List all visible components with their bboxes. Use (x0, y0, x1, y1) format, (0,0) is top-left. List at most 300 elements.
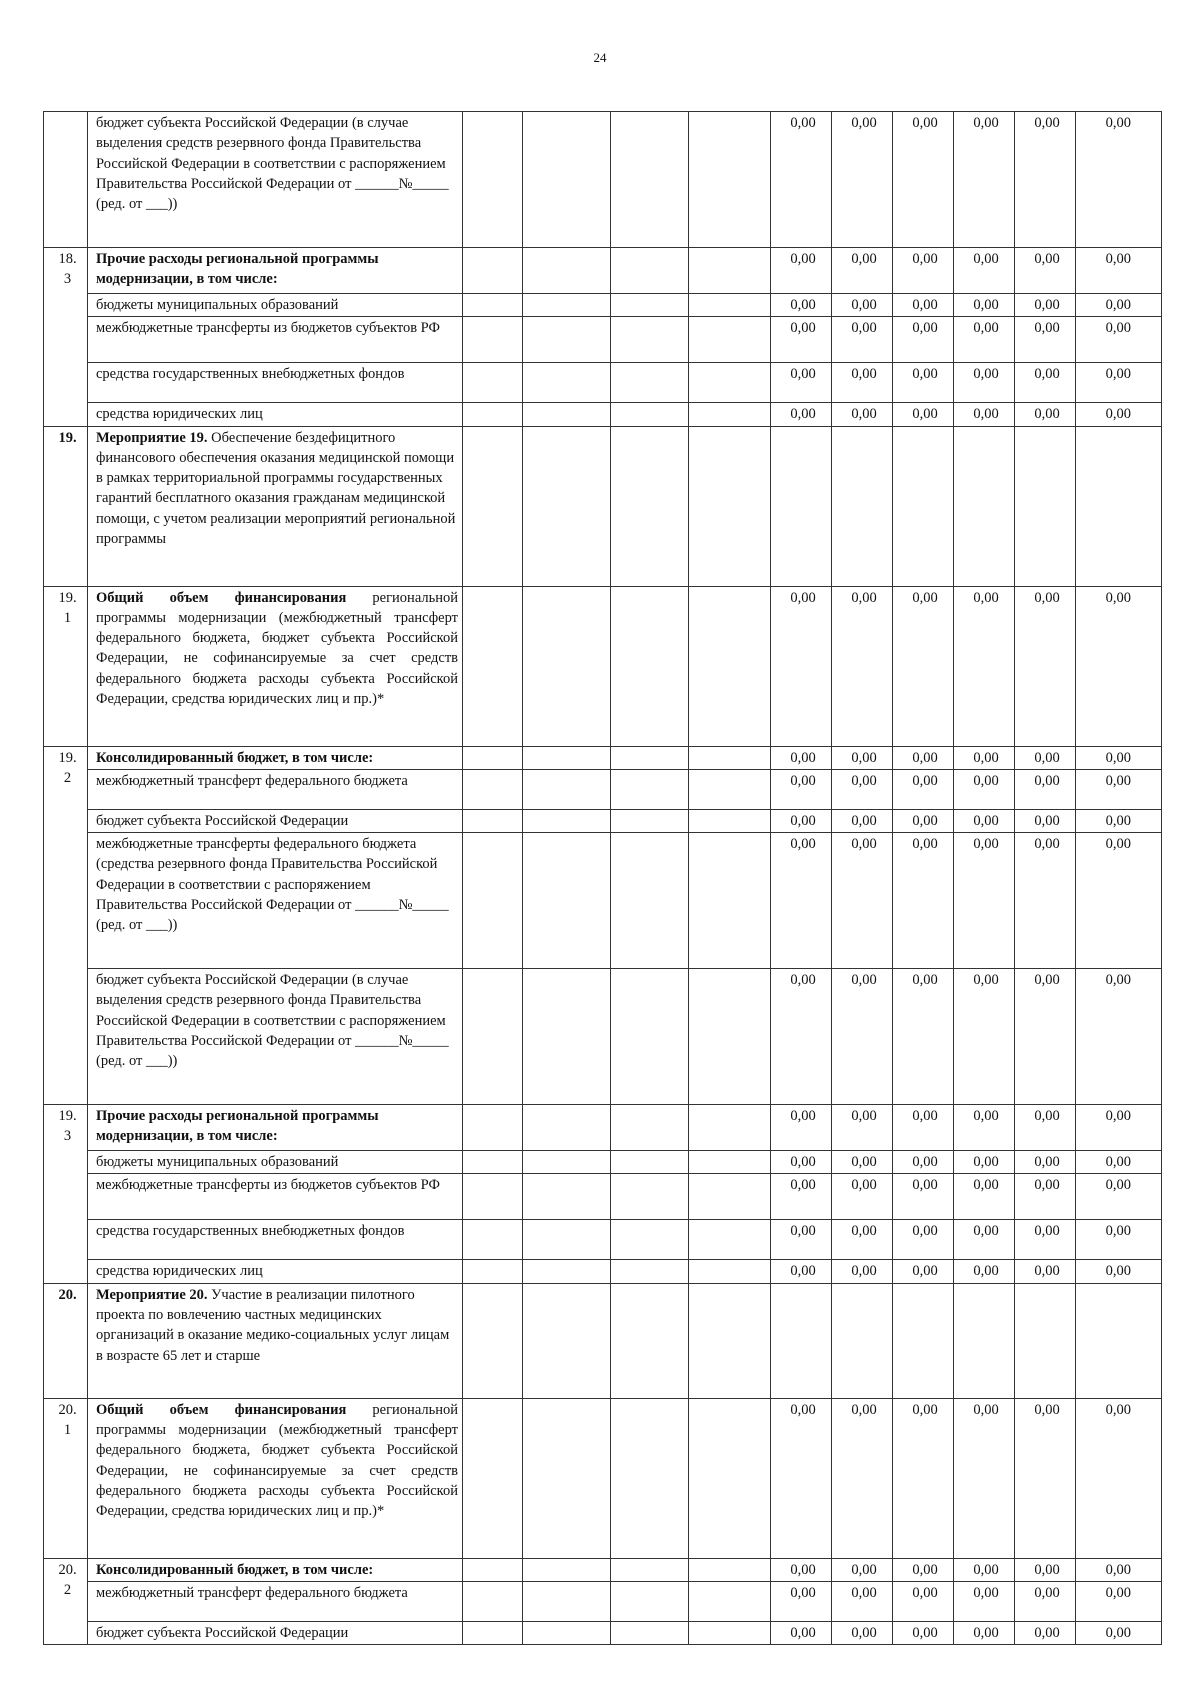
row-description (88, 1105, 463, 1151)
row-description (88, 112, 463, 248)
value-cell (954, 426, 1015, 586)
bold-text: Прочие расходы региональной программы модернизации, в том числе: (96, 1108, 379, 1145)
value-cell: 0,00 (832, 1622, 893, 1645)
empty-cell (611, 1283, 689, 1398)
empty-cell (523, 1151, 611, 1174)
value-cell: 0,00 (832, 586, 893, 746)
text: бюджет субъекта Российской Федерации (96, 812, 349, 829)
value-cell: 0,00 (1076, 248, 1162, 294)
value-cell: 0,00 (771, 586, 832, 746)
value-cell: 0,00 (1076, 1151, 1162, 1174)
bold-text: Консолидированный бюджет, в том числе: (96, 1561, 374, 1578)
value-cell: 0,00 (1015, 1398, 1076, 1558)
value-cell: 0,00 (771, 809, 832, 832)
empty-cell (523, 586, 611, 746)
row-description (88, 746, 463, 769)
value-cell: 0,00 (1076, 769, 1162, 809)
value-cell: 0,00 (832, 833, 893, 969)
value-cell: 0,00 (1015, 1622, 1076, 1645)
empty-cell (463, 363, 523, 403)
row-description (88, 403, 463, 426)
value-cell: 0,00 (832, 317, 893, 363)
value-cell (1076, 426, 1162, 586)
value-cell: 0,00 (893, 1151, 954, 1174)
empty-cell (611, 317, 689, 363)
empty-cell (523, 969, 611, 1105)
table-row (44, 403, 1162, 426)
row-description (88, 969, 463, 1105)
value-cell: 0,00 (893, 769, 954, 809)
text: межбюджетный трансферт федерального бюджета (96, 1585, 408, 1602)
value-cell: 0,00 (954, 1558, 1015, 1581)
empty-cell (611, 1558, 689, 1581)
value-cell (832, 1283, 893, 1398)
table-row (44, 112, 1162, 248)
text: средства юридических лиц (96, 406, 263, 423)
empty-cell (689, 1105, 771, 1151)
value-cell: 0,00 (954, 294, 1015, 317)
value-cell (1015, 426, 1076, 586)
row-description (88, 833, 463, 969)
value-cell: 0,00 (954, 1260, 1015, 1283)
row-description (88, 1220, 463, 1260)
value-cell: 0,00 (893, 1105, 954, 1151)
value-cell: 0,00 (1015, 294, 1076, 317)
value-cell: 0,00 (1015, 1174, 1076, 1220)
empty-cell (611, 969, 689, 1105)
empty-cell (689, 1398, 771, 1558)
value-cell: 0,00 (1076, 833, 1162, 969)
table-row (44, 1283, 1162, 1398)
empty-cell (463, 1220, 523, 1260)
empty-cell (463, 426, 523, 586)
empty-cell (463, 769, 523, 809)
text: средства государственных внебюджетных фондов (96, 1223, 405, 1240)
value-cell: 0,00 (1076, 403, 1162, 426)
value-cell: 0,00 (771, 769, 832, 809)
empty-cell (689, 833, 771, 969)
value-cell: 0,00 (771, 1260, 832, 1283)
empty-cell (523, 363, 611, 403)
row-number: 20. 1 (44, 1398, 88, 1558)
value-cell: 0,00 (771, 248, 832, 294)
table-row (44, 1582, 1162, 1622)
empty-cell (523, 746, 611, 769)
value-cell: 0,00 (893, 833, 954, 969)
table-row (44, 746, 1162, 769)
bold-text: Мероприятие 19. (96, 429, 208, 446)
table-row (44, 1398, 1162, 1558)
financing-table (43, 111, 1162, 1645)
value-cell: 0,00 (954, 833, 1015, 969)
empty-cell (689, 363, 771, 403)
table-row (44, 248, 1162, 294)
value-cell: 0,00 (832, 969, 893, 1105)
empty-cell (463, 1582, 523, 1622)
value-cell: 0,00 (954, 1398, 1015, 1558)
table-row (44, 317, 1162, 363)
value-cell: 0,00 (1076, 1622, 1162, 1645)
value-cell: 0,00 (832, 809, 893, 832)
empty-cell (463, 317, 523, 363)
value-cell: 0,00 (832, 363, 893, 403)
empty-cell (523, 1105, 611, 1151)
empty-cell (689, 403, 771, 426)
value-cell: 0,00 (771, 1174, 832, 1220)
empty-cell (689, 426, 771, 586)
empty-cell (689, 294, 771, 317)
empty-cell (523, 294, 611, 317)
empty-cell (689, 112, 771, 248)
value-cell: 0,00 (771, 1582, 832, 1622)
row-description (88, 1582, 463, 1622)
empty-cell (611, 294, 689, 317)
value-cell (954, 1283, 1015, 1398)
empty-cell (463, 1105, 523, 1151)
value-cell: 0,00 (893, 248, 954, 294)
value-cell: 0,00 (832, 1220, 893, 1260)
value-cell: 0,00 (771, 833, 832, 969)
value-cell: 0,00 (832, 112, 893, 248)
value-cell: 0,00 (893, 586, 954, 746)
text: бюджет субъекта Российской Федерации (в случае выделения средств резервного фонда Правительства Российской Федерации в соответствии с распоряжением Правительства Российской Федерации от ______№_____ (ред. от ___)) (96, 972, 449, 1070)
value-cell: 0,00 (893, 1174, 954, 1220)
value-cell: 0,00 (771, 1105, 832, 1151)
text: межбюджетные трансферты из бюджетов субъектов РФ (96, 1177, 440, 1194)
empty-cell (611, 1151, 689, 1174)
empty-cell (523, 1260, 611, 1283)
value-cell (1076, 1283, 1162, 1398)
empty-cell (689, 746, 771, 769)
empty-cell (463, 833, 523, 969)
value-cell: 0,00 (832, 1260, 893, 1283)
text: региональной программы модернизации (межбюджетный трансферт федерального бюджета, бюджет субъекта Российской Федерации, не софинансируемые за счет средств федерального бюджета расходы субъекта Российской Федерации, средства юридических лиц и пр.)* (96, 1401, 458, 1520)
row-description (88, 1283, 463, 1398)
empty-cell (523, 1174, 611, 1220)
value-cell: 0,00 (771, 294, 832, 317)
empty-cell (463, 969, 523, 1105)
value-cell: 0,00 (893, 1260, 954, 1283)
value-cell: 0,00 (1076, 1398, 1162, 1558)
empty-cell (463, 1174, 523, 1220)
row-description (88, 809, 463, 832)
row-description (88, 1174, 463, 1220)
table-row (44, 1558, 1162, 1581)
row-number: 20. 2 (44, 1558, 88, 1645)
value-cell: 0,00 (1015, 1151, 1076, 1174)
value-cell: 0,00 (1076, 1582, 1162, 1622)
empty-cell (523, 1582, 611, 1622)
empty-cell (523, 317, 611, 363)
table-row (44, 1622, 1162, 1645)
value-cell: 0,00 (954, 403, 1015, 426)
empty-cell (689, 969, 771, 1105)
value-cell: 0,00 (893, 403, 954, 426)
value-cell: 0,00 (893, 112, 954, 248)
value-cell: 0,00 (1076, 809, 1162, 832)
value-cell: 0,00 (1015, 586, 1076, 746)
table-row (44, 294, 1162, 317)
value-cell: 0,00 (771, 1398, 832, 1558)
empty-cell (523, 426, 611, 586)
empty-cell (523, 1558, 611, 1581)
text: межбюджетный трансферт федерального бюджета (96, 772, 408, 789)
empty-cell (611, 769, 689, 809)
row-description (88, 248, 463, 294)
value-cell: 0,00 (1015, 403, 1076, 426)
empty-cell (611, 746, 689, 769)
value-cell: 0,00 (1076, 1558, 1162, 1581)
value-cell: 0,00 (1015, 809, 1076, 832)
text: бюджет субъекта Российской Федерации (96, 1625, 349, 1642)
text: средства государственных внебюджетных фондов (96, 366, 405, 383)
value-cell: 0,00 (832, 294, 893, 317)
value-cell: 0,00 (954, 1151, 1015, 1174)
empty-cell (611, 1105, 689, 1151)
table-row (44, 769, 1162, 809)
empty-cell (689, 317, 771, 363)
value-cell: 0,00 (893, 1398, 954, 1558)
value-cell: 0,00 (1076, 317, 1162, 363)
value-cell: 0,00 (771, 317, 832, 363)
row-description (88, 1151, 463, 1174)
row-number: 18. 3 (44, 248, 88, 427)
row-number: 19. (44, 426, 88, 586)
empty-cell (463, 1622, 523, 1645)
value-cell (1015, 1283, 1076, 1398)
empty-cell (463, 248, 523, 294)
row-description (88, 1398, 463, 1558)
empty-cell (463, 294, 523, 317)
row-number: 19. 1 (44, 586, 88, 746)
value-cell: 0,00 (1015, 1105, 1076, 1151)
row-description (88, 769, 463, 809)
empty-cell (611, 1622, 689, 1645)
value-cell: 0,00 (1076, 1220, 1162, 1260)
empty-cell (523, 403, 611, 426)
value-cell: 0,00 (771, 112, 832, 248)
bold-text: Общий объем финансирования (96, 1401, 347, 1418)
value-cell: 0,00 (832, 746, 893, 769)
value-cell (832, 426, 893, 586)
table-row (44, 363, 1162, 403)
value-cell: 0,00 (893, 1622, 954, 1645)
empty-cell (611, 363, 689, 403)
empty-cell (523, 112, 611, 248)
value-cell: 0,00 (832, 1151, 893, 1174)
value-cell: 0,00 (954, 112, 1015, 248)
value-cell: 0,00 (954, 769, 1015, 809)
empty-cell (611, 1260, 689, 1283)
value-cell: 0,00 (954, 317, 1015, 363)
row-description (88, 1260, 463, 1283)
empty-cell (523, 809, 611, 832)
empty-cell (523, 769, 611, 809)
value-cell: 0,00 (1015, 969, 1076, 1105)
table-row (44, 969, 1162, 1105)
value-cell: 0,00 (832, 1582, 893, 1622)
value-cell (771, 1283, 832, 1398)
empty-cell (611, 403, 689, 426)
empty-cell (463, 1151, 523, 1174)
value-cell: 0,00 (1076, 586, 1162, 746)
value-cell (893, 1283, 954, 1398)
row-description (88, 1622, 463, 1645)
row-number: 19. 3 (44, 1105, 88, 1284)
empty-cell (523, 1220, 611, 1260)
value-cell: 0,00 (771, 1622, 832, 1645)
value-cell: 0,00 (954, 248, 1015, 294)
value-cell: 0,00 (1015, 769, 1076, 809)
value-cell: 0,00 (954, 1582, 1015, 1622)
value-cell: 0,00 (1076, 969, 1162, 1105)
value-cell: 0,00 (832, 1398, 893, 1558)
text: Участие в реализации пилотного проекта по вовлечению частных медицинских организаций в оказание медико-социальных услуг лицам в возрасте 65 лет и старше (96, 1286, 450, 1364)
empty-cell (463, 1558, 523, 1581)
value-cell: 0,00 (954, 363, 1015, 403)
value-cell: 0,00 (1076, 363, 1162, 403)
value-cell: 0,00 (1015, 317, 1076, 363)
table-row (44, 833, 1162, 969)
value-cell: 0,00 (832, 1558, 893, 1581)
bold-text: Консолидированный бюджет, в том числе: (96, 749, 374, 766)
value-cell: 0,00 (1015, 746, 1076, 769)
table-row (44, 1260, 1162, 1283)
empty-cell (689, 1260, 771, 1283)
empty-cell (689, 1558, 771, 1581)
value-cell: 0,00 (954, 809, 1015, 832)
empty-cell (523, 248, 611, 294)
text: межбюджетные трансферты федерального бюджета (средства резервного фонда Правительства Российской Федерации в соответствии с распоряжением Правительства Российской Федерации от ______№_____ (ред. от ___)) (96, 836, 449, 934)
row-description (88, 294, 463, 317)
text: региональной программы модернизации (межбюджетный трансферт федерального бюджета, бюджет субъекта Российской Федерации, не софинансируемые за счет средств федерального бюджета расходы субъекта Российской Федерации, средства юридических лиц и пр.)* (96, 589, 458, 708)
empty-cell (611, 248, 689, 294)
value-cell: 0,00 (954, 1105, 1015, 1151)
table-body (44, 112, 1162, 1645)
empty-cell (463, 1398, 523, 1558)
row-description (88, 317, 463, 363)
value-cell: 0,00 (954, 1622, 1015, 1645)
value-cell: 0,00 (832, 1105, 893, 1151)
empty-cell (689, 248, 771, 294)
text: межбюджетные трансферты из бюджетов субъектов РФ (96, 320, 440, 337)
empty-cell (611, 426, 689, 586)
table-row (44, 426, 1162, 586)
empty-cell (463, 403, 523, 426)
empty-cell (463, 586, 523, 746)
value-cell: 0,00 (1015, 833, 1076, 969)
value-cell: 0,00 (893, 969, 954, 1105)
value-cell: 0,00 (1076, 294, 1162, 317)
value-cell: 0,00 (954, 1174, 1015, 1220)
value-cell: 0,00 (893, 1558, 954, 1581)
table-row (44, 809, 1162, 832)
value-cell: 0,00 (771, 1220, 832, 1260)
table-row (44, 1220, 1162, 1260)
value-cell: 0,00 (1015, 1582, 1076, 1622)
empty-cell (463, 1260, 523, 1283)
value-cell: 0,00 (893, 1582, 954, 1622)
value-cell: 0,00 (1015, 248, 1076, 294)
empty-cell (523, 1283, 611, 1398)
empty-cell (611, 1582, 689, 1622)
value-cell: 0,00 (771, 403, 832, 426)
value-cell: 0,00 (832, 769, 893, 809)
value-cell: 0,00 (893, 746, 954, 769)
value-cell: 0,00 (954, 969, 1015, 1105)
value-cell: 0,00 (832, 1174, 893, 1220)
empty-cell (611, 1174, 689, 1220)
empty-cell (611, 833, 689, 969)
text: Обеспечение бездефицитного финансового обеспечения оказания медицинской помощи в рамках территориальной программы государственных гарантий бесплатного оказания гражданам медицинской помощи, с учетом реализации мероприятий региональной программы (96, 429, 456, 548)
table-row (44, 1174, 1162, 1220)
empty-cell (523, 1398, 611, 1558)
row-description (88, 1558, 463, 1581)
empty-cell (523, 833, 611, 969)
row-description (88, 363, 463, 403)
empty-cell (689, 1174, 771, 1220)
empty-cell (689, 1220, 771, 1260)
value-cell: 0,00 (771, 363, 832, 403)
empty-cell (463, 809, 523, 832)
value-cell: 0,00 (1015, 1220, 1076, 1260)
page-number: 24 (593, 50, 607, 65)
empty-cell (611, 112, 689, 248)
empty-cell (689, 1151, 771, 1174)
value-cell: 0,00 (1015, 363, 1076, 403)
row-description (88, 426, 463, 586)
empty-cell (689, 1582, 771, 1622)
value-cell: 0,00 (954, 746, 1015, 769)
table-row (44, 1105, 1162, 1151)
row-number: 19. 2 (44, 746, 88, 1105)
value-cell: 0,00 (771, 1151, 832, 1174)
value-cell: 0,00 (1076, 746, 1162, 769)
value-cell: 0,00 (771, 746, 832, 769)
text: средства юридических лиц (96, 1263, 263, 1280)
text: бюджеты муниципальных образований (96, 1154, 339, 1171)
value-cell: 0,00 (771, 969, 832, 1105)
empty-cell (463, 1283, 523, 1398)
empty-cell (689, 586, 771, 746)
value-cell: 0,00 (893, 1220, 954, 1260)
table-row (44, 1151, 1162, 1174)
value-cell: 0,00 (771, 1558, 832, 1581)
value-cell: 0,00 (832, 248, 893, 294)
text: бюджет субъекта Российской Федерации (в случае выделения средств резервного фонда Правительства Российской Федерации в соответствии с распоряжением Правительства Российской Федерации от ______№_____ (ред. от ___)) (96, 115, 449, 213)
empty-cell (611, 1220, 689, 1260)
empty-cell (611, 586, 689, 746)
empty-cell (689, 769, 771, 809)
value-cell: 0,00 (954, 1220, 1015, 1260)
empty-cell (689, 809, 771, 832)
value-cell: 0,00 (893, 317, 954, 363)
value-cell: 0,00 (893, 294, 954, 317)
value-cell: 0,00 (893, 363, 954, 403)
value-cell: 0,00 (954, 586, 1015, 746)
value-cell: 0,00 (1076, 1105, 1162, 1151)
empty-cell (689, 1283, 771, 1398)
row-number: 20. (44, 1283, 88, 1398)
value-cell: 0,00 (1015, 1260, 1076, 1283)
bold-text: Прочие расходы региональной программы модернизации, в том числе: (96, 251, 379, 288)
empty-cell (463, 112, 523, 248)
value-cell: 0,00 (832, 403, 893, 426)
text: бюджеты муниципальных образований (96, 297, 339, 313)
table-row (44, 586, 1162, 746)
empty-cell (689, 1622, 771, 1645)
value-cell: 0,00 (1015, 1558, 1076, 1581)
